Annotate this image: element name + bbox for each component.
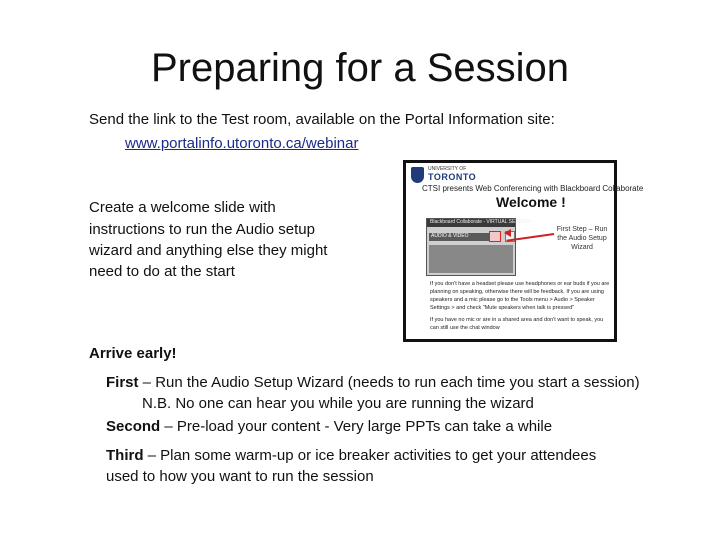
thumbnail-welcome: Welcome ! <box>496 194 566 210</box>
welcome-line-1: Create a welcome slide with <box>89 199 276 216</box>
university-logo-text: TORONTO <box>428 172 477 182</box>
step-third-line2: used to how you want to run the session <box>106 468 374 485</box>
welcome-line-4: need to do at the start <box>89 263 235 280</box>
step-second <box>106 417 552 437</box>
step-third <box>106 446 596 466</box>
university-crest-icon <box>411 167 424 183</box>
video-area <box>429 245 513 273</box>
welcome-line-2: instructions to run the Audio setup <box>89 221 315 238</box>
collaborate-window-title: Blackboard Collaborate - VIRTUAL SESSION <box>430 219 531 225</box>
step-third-text: – Plan some warm-up or ice breaker activities to get your attendees <box>143 447 597 464</box>
slide-title: Preparing for a Session <box>150 46 569 90</box>
thumbnail-note-headset: If you don't have a headset please use headphones or ear buds if you are planning on speaking, otherwise there will be feedback. If you are using speakers and a mic please go to the Tools menu > Audio > Speaker Settings > and check "Mute speakers when talk is pressed" <box>430 281 610 311</box>
collaborate-window-titlebar <box>427 219 531 227</box>
thumbnail-note-mic: If you have no mic or are in a shared area and don't want to speak, you can still use the chat window <box>430 317 604 331</box>
audio-video-row <box>429 233 489 241</box>
step-first-label: First <box>106 374 139 391</box>
audio-wizard-highlight-icon <box>489 231 501 242</box>
thumbnail-header: CTSI presents Web Conferencing with Blackboard Collaborate <box>422 184 644 193</box>
university-small-label: UNIVERSITY OF <box>428 166 467 172</box>
step-first-text: – Run the Audio Setup Wizard (needs to run each time you start a session) <box>138 374 640 391</box>
portal-link[interactable]: www.portalinfo.utoronto.ca/webinar <box>125 135 359 152</box>
welcome-slide-thumbnail <box>403 160 644 342</box>
arrow-head-icon <box>504 229 511 237</box>
audio-video-label: AUDIO & VIDEO <box>431 233 469 239</box>
collaborate-window <box>426 218 531 276</box>
step-second-text: – Pre-load your content - Very large PPTs can take a while <box>160 418 553 435</box>
thumbnail-callout: First Step – Run the Audio Setup Wizard <box>556 226 608 251</box>
arrive-early-heading: Arrive early! <box>89 345 177 362</box>
step-first <box>106 373 640 393</box>
step-third-label: Third <box>106 447 144 464</box>
send-link-text: Send the link to the Test room, available on the Portal Information site: <box>89 111 555 128</box>
welcome-line-3: wizard and anything else they might <box>89 242 328 259</box>
step-first-note: N.B. No one can hear you while you are running the wizard <box>142 395 534 412</box>
step-second-label: Second <box>106 418 161 435</box>
